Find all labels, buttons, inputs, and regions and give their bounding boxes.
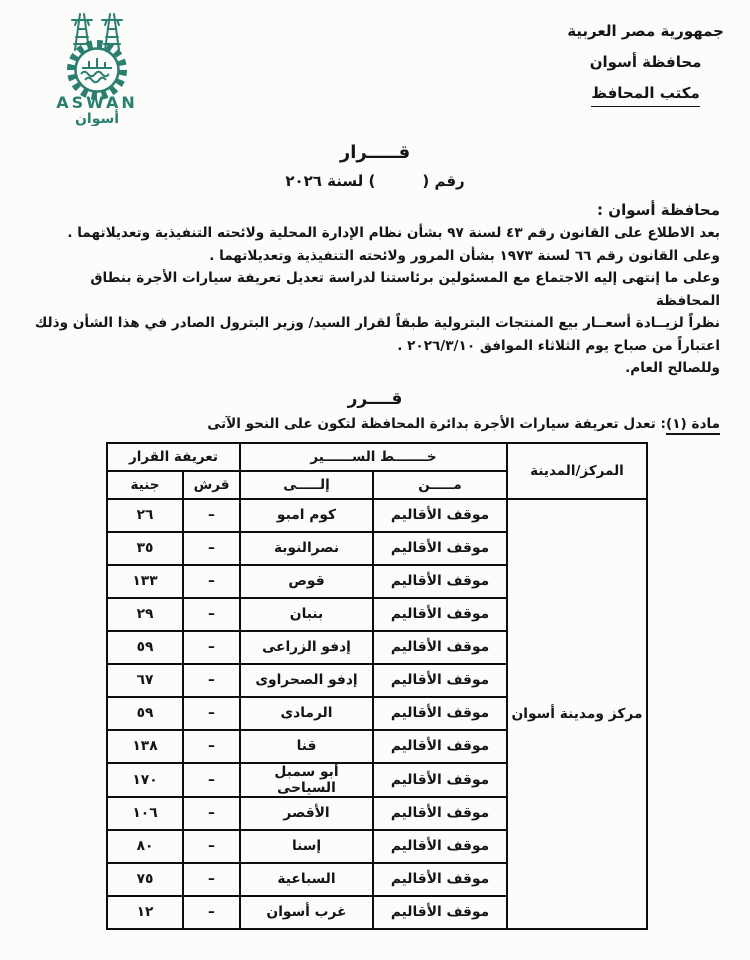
decided-heading: قــــرر: [347, 388, 403, 409]
from-cell: موقف الأقاليم: [373, 763, 507, 797]
pounds-cell: ٦٧: [107, 664, 183, 697]
piasters-cell: –: [183, 763, 240, 797]
pounds-cell: ١٧٠: [107, 763, 183, 797]
piasters-cell: –: [183, 830, 240, 863]
preamble-line: وعلى القانون رقم ٦٦ لسنة ١٩٧٣ بشأن المرور ولائحته التنفيذية وتعديلاتهما .: [209, 247, 720, 264]
piasters-cell: –: [183, 598, 240, 631]
aswan-governorate-logo: [26, 4, 166, 130]
article-separator: :: [655, 415, 666, 432]
pounds-cell: ١٢: [107, 896, 183, 929]
table-header-row-1: [107, 443, 647, 471]
header-center-city: المركز/المدينة: [507, 443, 647, 499]
piasters-cell: –: [183, 499, 240, 532]
to-cell: غرب أسوان: [240, 896, 373, 929]
decree-number-line: رقم ( ) لسنة ٢٠٢٦: [285, 172, 465, 190]
piasters-cell: –: [183, 863, 240, 896]
letterhead-office: مكتب المحافظ: [591, 80, 699, 107]
piasters-cell: –: [183, 532, 240, 565]
to-cell: نصرالنوبة: [240, 532, 373, 565]
preamble-line: وللصالح العام.: [625, 360, 720, 376]
pounds-cell: ٣٥: [107, 532, 183, 565]
letterhead-country: جمهورية مصر العربية: [567, 22, 724, 40]
header-from: مـــــن: [373, 471, 507, 499]
article-1-label: مادة (١): [666, 416, 720, 435]
piasters-cell: –: [183, 697, 240, 730]
pounds-cell: ٥٩: [107, 697, 183, 730]
header-pounds: جنية: [107, 471, 183, 499]
piasters-cell: –: [183, 797, 240, 830]
logo-text-ar: أسوان: [74, 111, 120, 126]
to-cell: بنبان: [240, 598, 373, 631]
header-route-group: خـــــــط الســــــير: [240, 443, 507, 471]
from-cell: موقف الأقاليم: [373, 697, 507, 730]
to-cell: أبو سمبل السياحى: [240, 763, 373, 797]
pounds-cell: ٨٠: [107, 830, 183, 863]
fare-table: [106, 442, 648, 930]
from-cell: موقف الأقاليم: [373, 830, 507, 863]
piasters-cell: –: [183, 565, 240, 598]
preamble-line: وعلى ما إنتهى إليه الاجتماع مع المسئولين برئاستنا لدراسة تعديل تعريفة سيارات الأجرة بنطاق المحافظة: [90, 270, 720, 309]
header-piasters: قرش: [183, 471, 240, 499]
from-cell: موقف الأقاليم: [373, 863, 507, 896]
preamble-line: بعد الاطلاع على القانون رقم ٤٣ لسنة ٩٧ بشأن نظام الإدارة المحلية ولائحته التنفيذية وتعديلاتهما .: [67, 225, 720, 241]
from-cell: موقف الأقاليم: [373, 499, 507, 532]
to-cell: إدفو الصحراوى: [240, 664, 373, 697]
pounds-cell: ١٠٦: [107, 797, 183, 830]
from-cell: موقف الأقاليم: [373, 896, 507, 929]
pounds-cell: ٢٦: [107, 499, 183, 532]
issuing-authority-line: محافظة أسوان :: [597, 201, 720, 219]
letterhead: [567, 16, 724, 109]
aswan-emblem-icon: [28, 4, 164, 126]
letterhead-governorate: محافظة أسوان: [589, 53, 702, 71]
pounds-cell: ٧٥: [107, 863, 183, 896]
from-cell: موقف الأقاليم: [373, 598, 507, 631]
from-cell: موقف الأقاليم: [373, 631, 507, 664]
pounds-cell: ٢٩: [107, 598, 183, 631]
from-cell: موقف الأقاليم: [373, 797, 507, 830]
merged-center-city-cell: مركز ومدينة أسوان: [507, 499, 647, 929]
to-cell: الأقصر: [240, 797, 373, 830]
pounds-cell: ١٣٨: [107, 730, 183, 763]
document-header: [0, 0, 750, 132]
to-cell: إدفو الزراعى: [240, 631, 373, 664]
table-row: [107, 499, 647, 532]
from-cell: موقف الأقاليم: [373, 730, 507, 763]
decree-title: قـــــرار: [339, 142, 411, 163]
piasters-cell: –: [183, 664, 240, 697]
to-cell: قوص: [240, 565, 373, 598]
to-cell: إسنا: [240, 830, 373, 863]
from-cell: موقف الأقاليم: [373, 565, 507, 598]
pounds-cell: ٥٩: [107, 631, 183, 664]
preamble-line: اعتباراً من صباح يوم الثلاثاء الموافق ٢٠٢٦/٣/١٠ .: [397, 337, 720, 354]
piasters-cell: –: [183, 896, 240, 929]
header-tariff-group: تعريفة القرار: [107, 443, 240, 471]
to-cell: السباعية: [240, 863, 373, 896]
header-to: إلـــــى: [240, 471, 373, 499]
to-cell: قنا: [240, 730, 373, 763]
preamble-line: نظراً لزيــادة أسعــار بيع المنتجات البترولية طبقاً لقرار السيد/ وزير البترول الصادر في هذا الشأن وذلك: [34, 315, 720, 331]
piasters-cell: –: [183, 631, 240, 664]
logo-text-en: ASWAN: [56, 93, 138, 112]
preamble: [26, 222, 720, 380]
from-cell: موقف الأقاليم: [373, 532, 507, 565]
pounds-cell: ١٣٣: [107, 565, 183, 598]
article-1-line: [26, 416, 720, 432]
piasters-cell: –: [183, 730, 240, 763]
from-cell: موقف الأقاليم: [373, 664, 507, 697]
to-cell: الرمادى: [240, 697, 373, 730]
article-1-text: تعدل تعريفة سيارات الأجرة بدائرة المحافظة لتكون على النحو الآتى: [207, 415, 656, 432]
to-cell: كوم امبو: [240, 499, 373, 532]
